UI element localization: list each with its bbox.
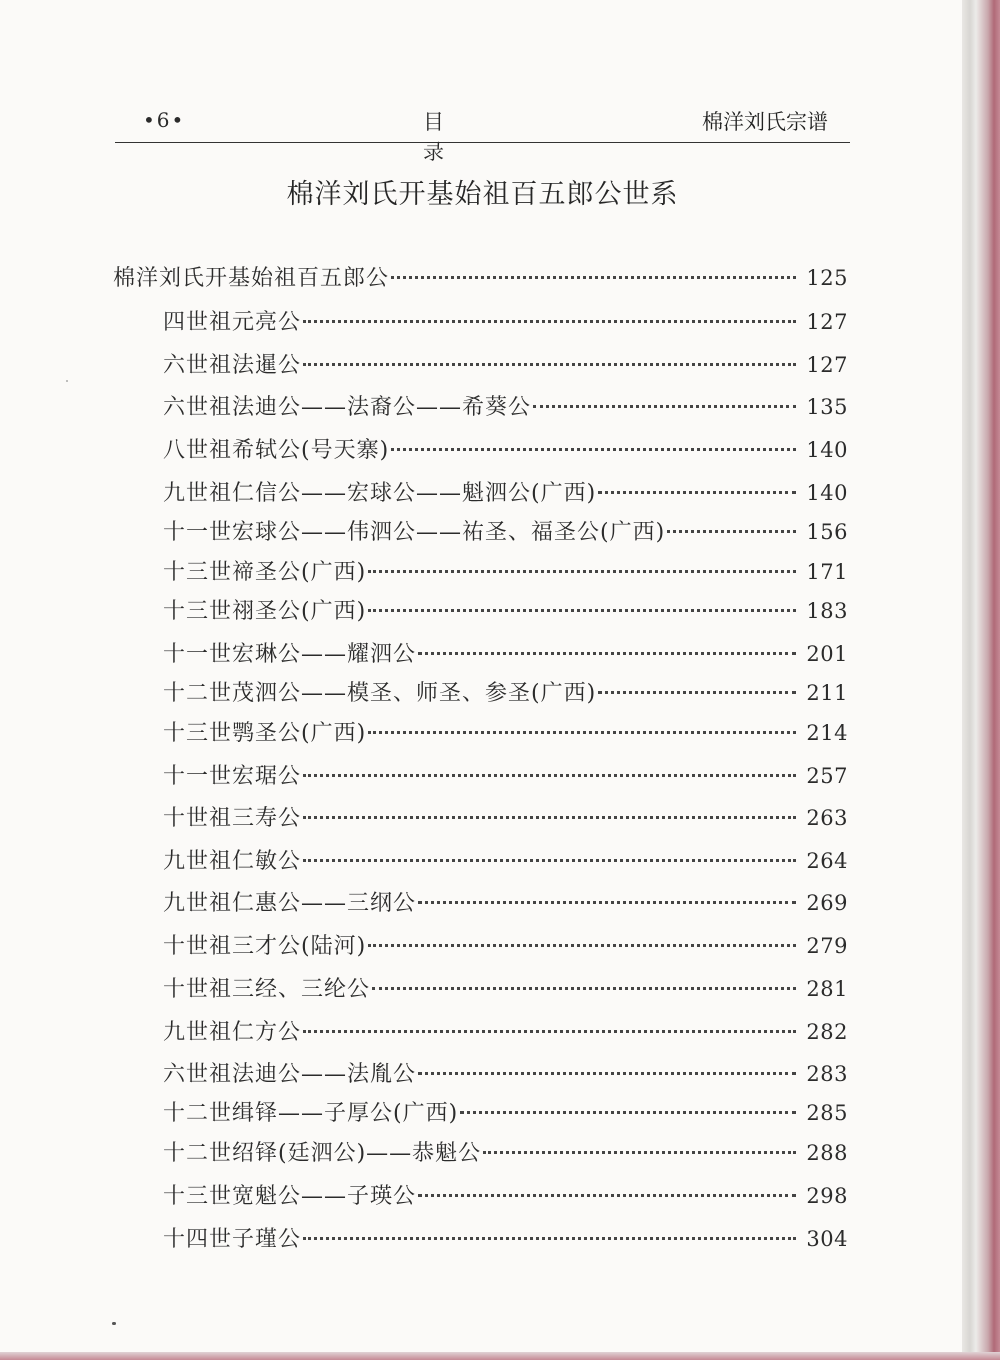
toc-entry-label: 六世祖法暹公	[163, 353, 302, 378]
toc-entry-label: 十世祖三经、三纶公	[163, 977, 371, 1002]
toc-entry-label: 九世祖仁惠公——三纲公	[163, 891, 417, 916]
toc-entry[interactable]	[163, 1136, 848, 1168]
leader-dots	[418, 901, 796, 904]
toc-entry-label: 九世祖仁信公——宏球公——魁泗公(广西)	[163, 481, 597, 506]
toc-entry-label: 九世祖仁敏公	[163, 849, 302, 874]
leader-dots	[460, 1111, 796, 1114]
toc-entry[interactable]	[163, 1222, 848, 1254]
toc-entry-page: 288	[806, 1141, 848, 1165]
toc-entry-page: 140	[806, 481, 848, 505]
leader-dots	[368, 731, 796, 734]
toc-entry[interactable]	[163, 929, 848, 961]
toc-entry-label: 十二世茂泗公——模圣、师圣、参圣(广西)	[163, 681, 597, 706]
toc-entry-page: 283	[806, 1062, 848, 1086]
leader-dots	[303, 774, 796, 777]
toc-entry-page: 214	[806, 721, 848, 745]
toc-entry[interactable]	[163, 1015, 848, 1047]
toc-entry-page: 201	[806, 642, 848, 666]
toc-entry-page: 183	[806, 599, 848, 623]
leader-dots	[483, 1151, 796, 1154]
toc-entry[interactable]	[163, 1057, 848, 1089]
scan-speck	[112, 1322, 116, 1325]
leader-dots	[391, 448, 796, 451]
toc-entry[interactable]	[163, 801, 848, 833]
toc-entry-label: 十三世祤圣公(广西)	[163, 599, 367, 624]
leader-dots	[418, 1194, 796, 1197]
toc-entry-label: 棉洋刘氏开基始祖百五郎公	[113, 266, 390, 291]
toc-entry-label: 十二世缉铎——子厚公(广西)	[163, 1101, 459, 1126]
toc-entry[interactable]	[163, 594, 848, 626]
toc-entry-page: 304	[806, 1227, 848, 1251]
leader-dots	[368, 570, 796, 573]
toc-entry-label: 十世祖三才公(陆河)	[163, 934, 367, 959]
toc-entry-label: 九世祖仁方公	[163, 1020, 302, 1045]
toc-entry-page: 264	[806, 849, 848, 873]
toc-entry-label: 十一世宏琚公	[163, 764, 302, 789]
toc-entry[interactable]	[163, 759, 848, 791]
toc-entry[interactable]	[163, 886, 848, 918]
toc-entry[interactable]	[163, 844, 848, 876]
leader-dots	[391, 276, 796, 279]
toc-entry-page: 127	[806, 310, 848, 334]
toc-entry[interactable]	[163, 716, 848, 748]
toc-entry-page: 135	[806, 395, 848, 419]
leader-dots	[303, 320, 796, 323]
toc-entry[interactable]	[163, 348, 848, 380]
toc-entry-page: 281	[806, 977, 848, 1001]
toc-entry-page: 140	[806, 438, 848, 462]
leader-dots	[303, 1030, 796, 1033]
leader-dots	[303, 816, 796, 819]
page-title: 棉洋刘氏开基始祖百五郎公世系	[286, 179, 679, 210]
leader-dots	[598, 491, 796, 494]
toc-entry[interactable]	[163, 637, 848, 669]
toc-entry[interactable]	[163, 515, 848, 547]
leader-dots	[372, 987, 796, 990]
leader-dots	[303, 363, 796, 366]
toc-entry-label: 十三世宽魁公——子瑛公	[163, 1184, 417, 1209]
leader-dots	[533, 405, 796, 408]
leader-dots	[303, 1237, 796, 1240]
leader-dots	[368, 944, 796, 947]
toc-entry-page: 211	[806, 681, 848, 705]
scan-speck	[66, 380, 68, 382]
toc-entry-label: 四世祖元亮公	[163, 310, 302, 335]
toc-entry-label: 十三世鹗圣公(广西)	[163, 721, 367, 746]
leader-dots	[418, 1072, 796, 1075]
toc-entry-label: 十世祖三寿公	[163, 806, 302, 831]
toc-entry[interactable]	[163, 476, 848, 508]
leader-dots	[598, 691, 796, 694]
toc-entry-page: 257	[806, 764, 848, 788]
toc-entry[interactable]	[163, 676, 848, 708]
toc-entry-page: 298	[806, 1184, 848, 1208]
toc-entry-page: 171	[806, 560, 848, 584]
toc-entry-label: 六世祖法迪公——法裔公——希葵公	[163, 395, 532, 420]
toc-entry-page: 269	[806, 891, 848, 915]
page-number: •6•	[143, 108, 186, 132]
section-label: 目录	[423, 110, 500, 164]
toc-entry[interactable]	[163, 555, 848, 587]
toc-entry-page: 263	[806, 806, 848, 830]
toc-entry-label: 十一世宏琳公——耀泗公	[163, 642, 417, 667]
toc-entry[interactable]	[163, 433, 848, 465]
toc-entry-label: 十三世禘圣公(广西)	[163, 560, 367, 585]
toc-entry-label: 十二世绍铎(廷泗公)——恭魁公	[163, 1141, 482, 1166]
toc-entry[interactable]	[163, 972, 848, 1004]
leader-dots	[418, 652, 796, 655]
toc-entry-page: 125	[806, 266, 848, 290]
toc-entry-page: 282	[806, 1020, 848, 1044]
toc-entry[interactable]	[163, 305, 848, 337]
leader-dots	[303, 859, 796, 862]
book-title: 棉洋刘氏宗谱	[702, 110, 828, 134]
toc-entry[interactable]	[113, 261, 848, 293]
toc-entry-page: 285	[806, 1101, 848, 1125]
toc-entry-label: 十一世宏球公——伟泗公——祐圣、福圣公(广西)	[163, 520, 666, 545]
leader-dots	[667, 530, 796, 533]
toc-entry-label: 十四世子瑾公	[163, 1227, 302, 1252]
toc-entry-page: 127	[806, 353, 848, 377]
toc-entry[interactable]	[163, 1096, 848, 1128]
toc-entry[interactable]	[163, 1179, 848, 1211]
leader-dots	[368, 609, 796, 612]
toc-entry-label: 六世祖法迪公——法胤公	[163, 1062, 417, 1087]
toc-entry-page: 156	[806, 520, 848, 544]
toc-entry-label: 八世祖希轼公(号天寨)	[163, 438, 390, 463]
toc-entry[interactable]	[163, 390, 848, 422]
toc-entry-page: 279	[806, 934, 848, 958]
